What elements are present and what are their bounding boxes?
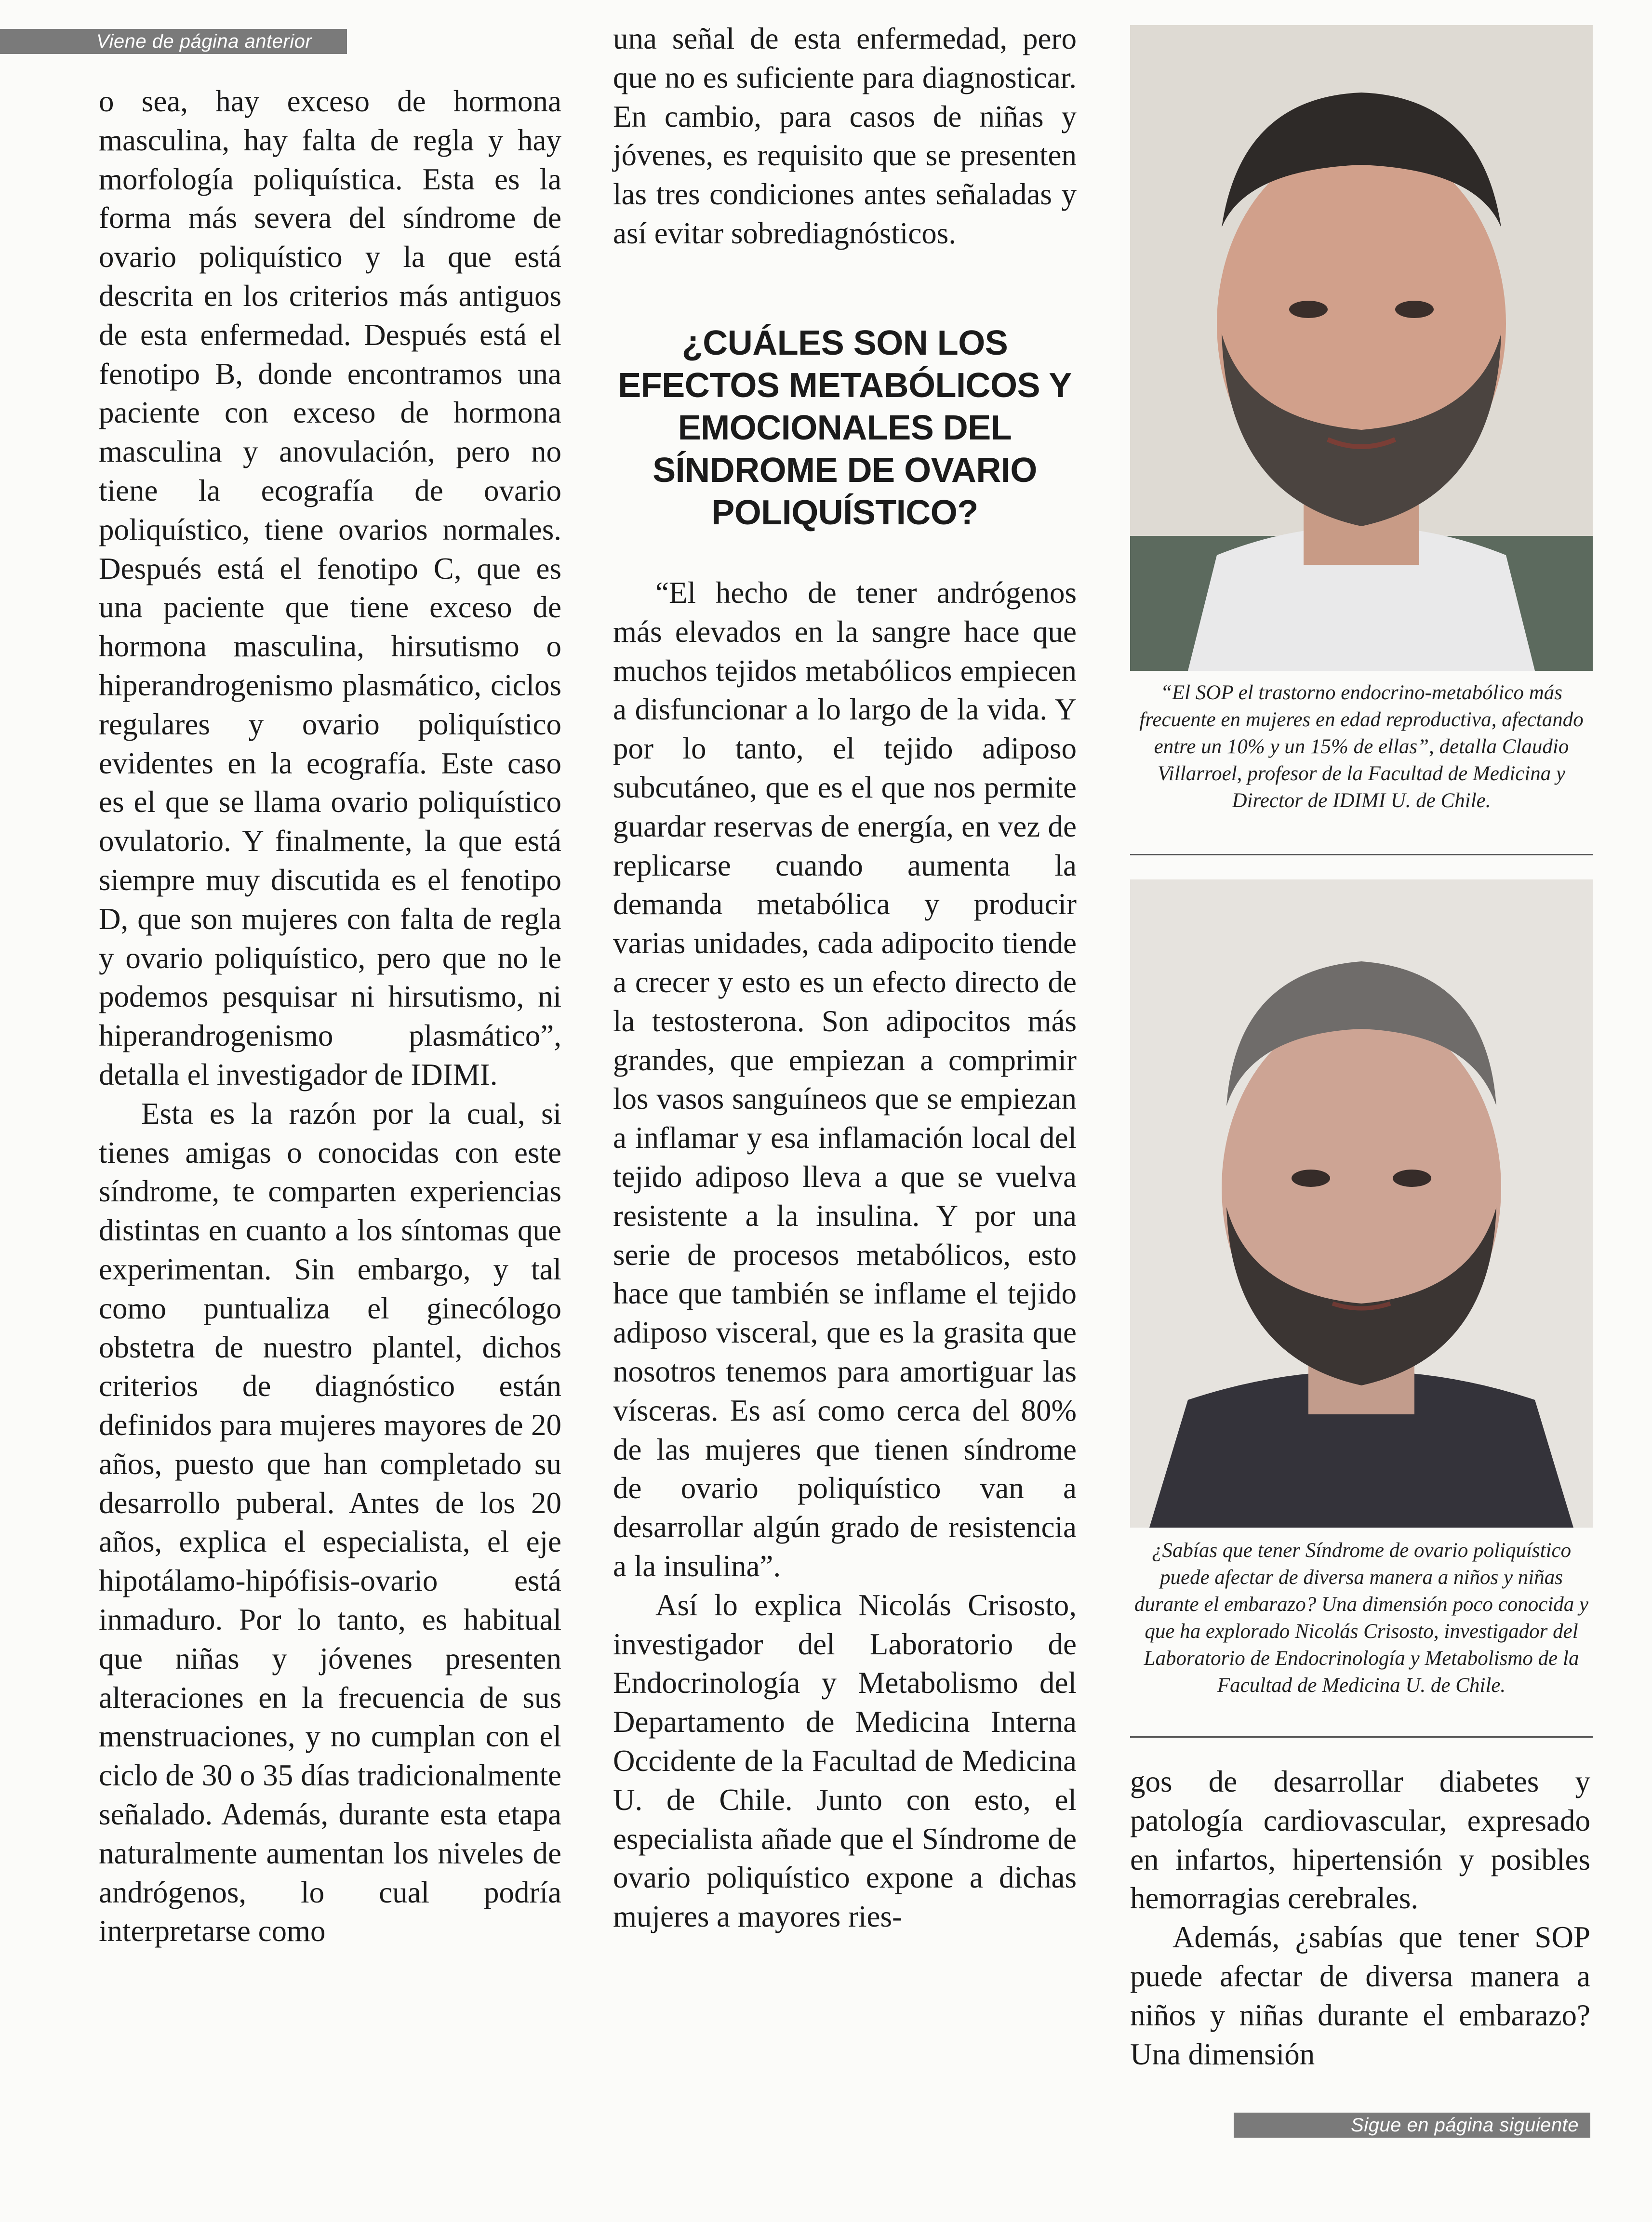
column-3-paragraph-1: gos de desarrollar diabetes y patología cardiovascular, expresado en infartos, hipertensión y posibles hemorragias cerebrales. [1130, 1765, 1590, 1916]
portrait-photo-claudio-villarroel [1130, 25, 1593, 671]
column-2-bottom [613, 573, 1077, 1936]
section-heading: ¿CUÁLES SON LOS EFECTOS METABÓLICOS Y EMOCIONALES DEL SÍNDROME DE OVARIO POLIQUÍSTICO? [618, 324, 1072, 532]
column-2-paragraph-2: Así lo explica Nicolás Crisosto, investigador del Laboratorio de Endocrinología y Metabolismo del Departamento de Medicina Interna Occidente de la Facultad de Medicina U. de Chile. Junto con esto, el especialista añade que el Síndrome de ovario poliquístico expone a dichas mujeres a mayores ries- [613, 1588, 1077, 1934]
column-2-quote-paragraph: “El hecho de tener andrógenos más elevados en la sangre hace que muchos tejidos metabólicos empiecen a disfuncionar a lo largo de la vida. Y por lo tanto, el tejido adiposo subcutáneo, que es el que nos permite guardar reservas de energía, en vez de replicarse cuando aumenta la demanda metabólica y producir varias unidades, cada adipocito tiende a crecer y esto es un efecto directo de la testosterona. Son adipocitos más grandes, que empiezan a comprimir los vasos sanguíneos que se empiezan a inflamar y esa inflamación local del tejido adiposo lleva a que se vuelva resistente a la insulina. Y por una serie de procesos metabólicos, esto hace que también se inflame el tejido adiposo visceral, que es la grasita que nosotros tenemos para amortiguar las vísceras. Es así como cerca del 80% de las mujeres que tienen síndrome de ovario poliquístico van a desarrollar algún grado de resistencia a la insulina”. [613, 576, 1077, 1583]
column-1 [99, 82, 561, 1951]
column-2-top-paragraph: una señal de esta enfermedad, pero que no es suficiente para diagnosticar. En cambio, para casos de niñas y jóvenes, es requisito que se presenten las tres condiciones antes señaladas y así evitar sobrediagnósticos. [613, 22, 1077, 250]
column-1-paragraph-1: o sea, hay exceso de hormona masculina, hay falta de regla y hay morfología poliquística. Esta es la forma más severa del síndrome de ovario poliquístico y la que está descrita en los criterios más antiguos de esta enfermedad. Después está el fenotipo B, donde encontramos una paciente con exceso de hormona masculina y anovulación, pero no tiene la ecografía de ovario poliquístico, tiene ovarios normales. Después está el fenotipo C, que es una paciente que tiene exceso de hormona masculina, hirsutismo o hiperandrogenismo plasmático, ciclos regulares y ovario poliquístico evidentes en la ecografía. Este caso es el que se llama ovario poliquístico ovulatorio. Y finalmente, la que está siempre muy discutida es el fenotipo D, que son mujeres con falta de regla y ovario poliquístico, pero que no le podemos pesquisar ni hirsutismo, ni hiperandrogenismo plasmático”, detalla el investigador de IDIMI. [99, 84, 561, 1091]
portrait-illustration [1130, 879, 1593, 1528]
column-1-paragraph-2: Esta es la razón por la cual, si tienes amigas o conocidas con este síndrome, te comparten experiencias distintas en cuanto a los síntomas que experimentan. Sin embargo, y tal como puntualiza el ginecólogo obstetra de nuestro plantel, dichos criterios de diagnóstico están definidos para mujeres mayores de 20 años, puesto que han completado su desarrollo puberal. Antes de los 20 años, explica el especialista, el eje hipotálamo-hipófisis-ovario está inmaduro. Por lo tanto, es habitual que niñas y jóvenes presenten alteraciones en la frecuencia de sus menstruaciones, y no cumplan con el ciclo de 30 o 35 días tradicionalmente señalado. Además, durante esta etapa naturalmente aumentan los niveles de andrógenos, lo cual podría interpretarse como [99, 1096, 561, 1948]
column-2-top [613, 19, 1077, 253]
column-3-paragraph-2: Además, ¿sabías que tener SOP puede afectar de diversa manera a niños y niñas durante el embarazo? Una dimensión [1130, 1920, 1590, 2071]
continued-from-banner: Viene de página anterior [0, 29, 347, 54]
caption-divider-1 [1130, 854, 1593, 855]
caption-divider-2 [1130, 1736, 1593, 1738]
photo-caption-2: ¿Sabías que tener Síndrome de ovario poliquístico puede afectar de diversa manera a niños y niñas durante el embarazo? Una dimensión poco conocida y que ha explorado Nicolás Crisosto, investigador del Laboratorio de Endocrinología y Metabolismo de la Facultad de Medicina U. de Chile. [1134, 1539, 1589, 1697]
portrait-illustration [1130, 25, 1593, 671]
photo-caption-1: “El SOP el trastorno endocrino-metabólico más frecuente en mujeres en edad reproductiva, afectando entre un 10% y un 15% de ellas”, detalla Claudio Villarroel, profesor de la Facultad de Medicina y Director de IDIMI U. de Chile. [1139, 681, 1584, 812]
continues-on-banner: Sigue en página siguiente [1234, 2113, 1590, 2138]
portrait-photo-nicolas-crisosto [1130, 879, 1593, 1528]
column-3-bottom [1130, 1762, 1590, 2074]
